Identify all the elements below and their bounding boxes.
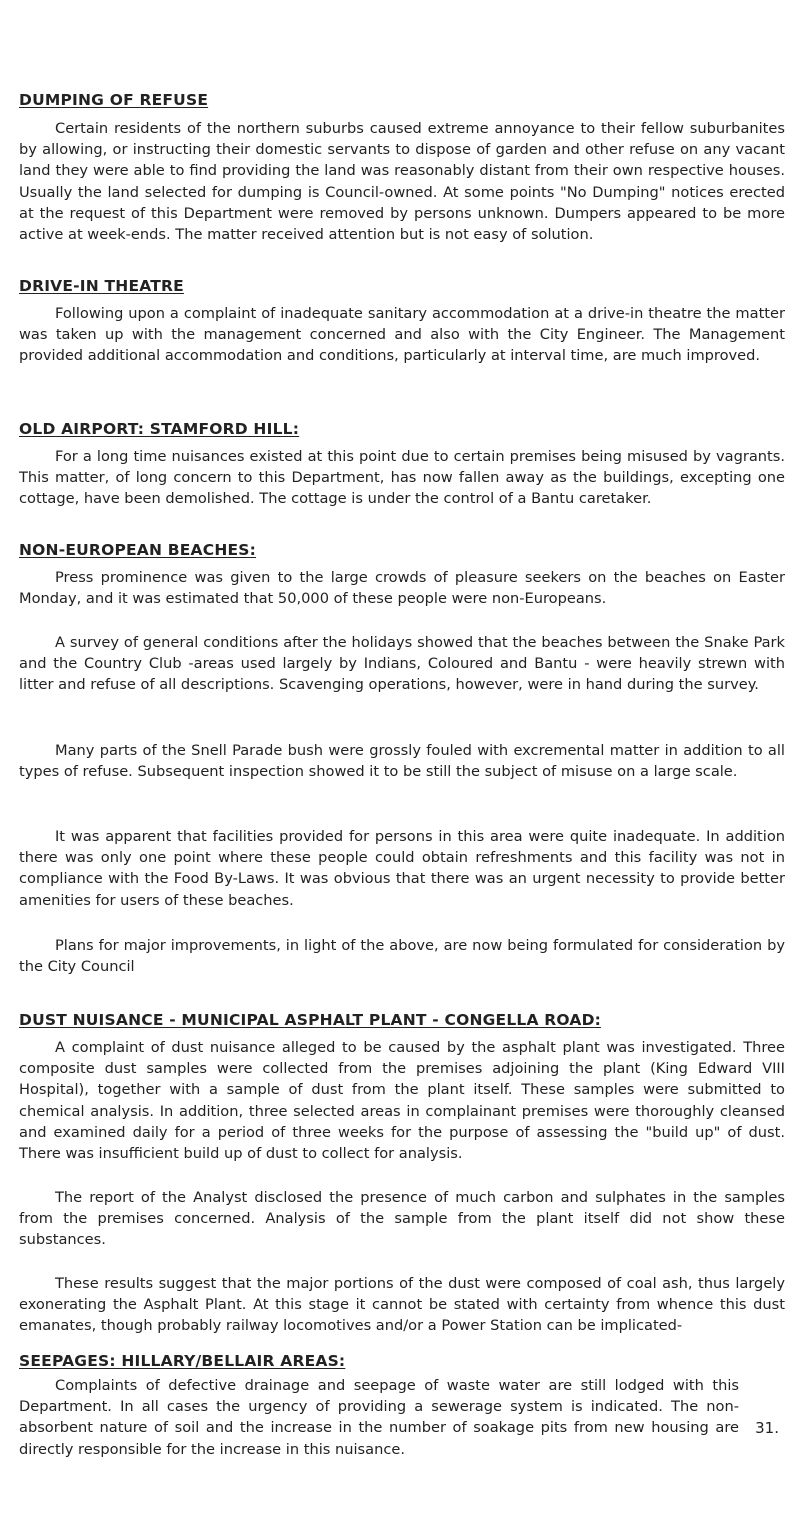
paragraph-dust-3: These results suggest that the major portions of the dust were composed of coal ash, thus largely exonerating the Asphalt Plant. At this stage it cannot be stated with certainty from whence this dust emanates, though probably railway locomotives and/or a Power Station can be implicated- [19,1275,785,1335]
paragraph-seepages: Complaints of defective drainage and seepage of waste water are still lodged with this Department. In all cases the urgency of providing a sewerage system is indicated. The non-absorbent nature of soil and the increase in the number of soakage pits from new housing are directly responsible for the increase in this nuisance. [19,1377,739,1458]
paragraph-old-airport: For a long time nuisances existed at this point due to certain premises being misused by vagrants. This matter, of long concern to this Department, has now fallen away as the buildings, excepting one cottage, have been demolished. The cottage is under the control of a Bantu caretaker. [19,448,785,508]
paragraph-dust-1: A complaint of dust nuisance alleged to be caused by the asphalt plant was investigated. Three composite dust samples were collected from the premises adjoining the plant (King Edward VIII Hospital), together with a sample of dust from the plant itself. These samples were submitted to chemical analysis. In addition, three selected areas in complainant premises were thoroughly cleansed and examined daily for a period of three weeks for the purpose of assessing the "build up" of dust. There was insufficient build up of dust to collect for analysis. [19,1039,785,1163]
page-number: 31. [755,1419,779,1437]
heading-dust-nuisance: DUST NUISANCE - MUNICIPAL ASPHALT PLANT - CONGELLA ROAD: [19,1011,602,1029]
paragraph-beaches-2: A survey of general conditions after the holidays showed that the beaches between the Snake Park and the Country Club -areas used largely by Indians, Coloured and Bantu - were heavily strewn with litter and refuse of all descriptions. Scavenging operations, however, were in hand during the survey. [19,634,785,694]
heading-dumping-of-refuse: DUMPING OF REFUSE [19,91,209,109]
paragraph-dumping-of-refuse: Certain residents of the northern suburbs caused extreme annoyance to their fellow suburbanites by allowing, or instructing their domestic servants to dispose of garden and other refuse on any vacant land they were able to find providing the land was reasonably distant from their own respective houses. Usually the land selected for dumping is Council-owned. At some points "No Dumping" notices erected at the request of this Department were removed by persons unknown. Dumpers appeared to be more active at week-ends. The matter received attention but is not easy of solution. [19,120,785,244]
heading-seepages: SEEPAGES: HILLARY/BELLAIR AREAS: [19,1352,346,1370]
paragraph-dust-2: The report of the Analyst disclosed the presence of much carbon and sulphates in the samples from the premises concerned. Analysis of the sample from the plant itself did not show these substances. [19,1189,785,1249]
paragraph-beaches-1: Press prominence was given to the large crowds of pleasure seekers on the beaches on Easter Monday, and it was estimated that 50,000 of these people were non-Europeans. [19,569,785,608]
paragraph-drive-in-theatre: Following upon a complaint of inadequate sanitary accommodation at a drive-in theatre the matter was taken up with the management concerned and also with the City Engineer. The Management provided additional accommodation and conditions, particularly at interval time, are much improved. [19,305,785,365]
paragraph-beaches-5: Plans for major improvements, in light of the above, are now being formulated for consideration by the City Council [19,937,785,976]
heading-non-european-beaches: NON-EUROPEAN BEACHES: [19,541,257,559]
paragraph-beaches-4: It was apparent that facilities provided for persons in this area were quite inadequate. In addition there was only one point where these people could obtain refreshments and this facility was not in compliance with the Food By-Laws. It was obvious that there was an urgent necessity to provide better amenities for users of these beaches. [19,828,785,909]
heading-drive-in-theatre: DRIVE-IN THEATRE [19,277,184,295]
paragraph-beaches-3: Many parts of the Snell Parade bush were grossly fouled with excremental matter in addition to all types of refuse. Subsequent inspection showed it to be still the subject of misuse on a large scale. [19,742,785,781]
heading-old-airport: OLD AIRPORT: STAMFORD HILL: [19,420,300,438]
